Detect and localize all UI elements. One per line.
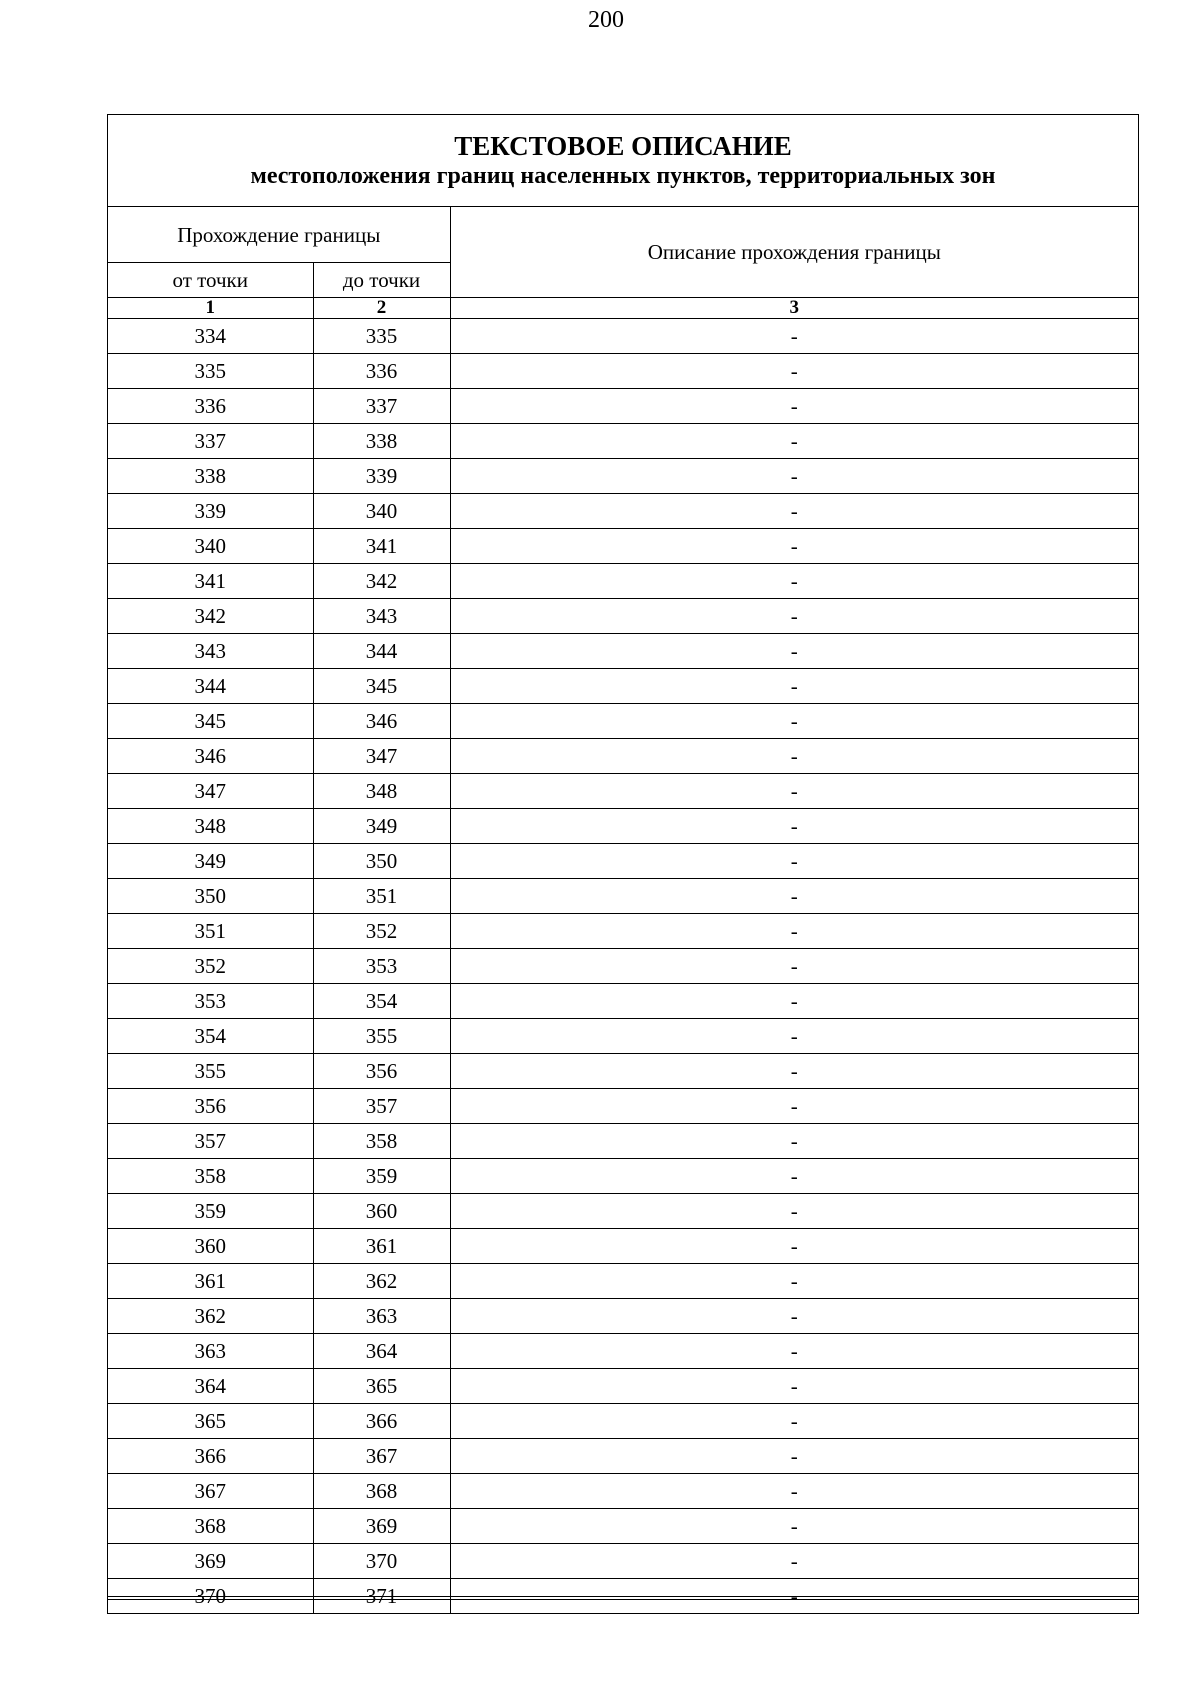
to-point-cell: 352 [313,914,450,949]
description-cell: - [450,1229,1138,1264]
header-to-point: до точки [313,263,450,298]
description-cell: - [450,599,1138,634]
description-cell: - [450,354,1138,389]
table-row [108,1124,1138,1159]
from-point-cell: 354 [108,1019,313,1054]
description-cell: - [450,1439,1138,1474]
table-body [108,319,1138,1614]
description-cell: - [450,1474,1138,1509]
from-point-cell: 353 [108,984,313,1019]
to-point-cell: 335 [313,319,450,354]
description-cell: - [450,704,1138,739]
from-point-cell: 355 [108,1054,313,1089]
from-point-cell: 345 [108,704,313,739]
from-point-cell: 369 [108,1544,313,1579]
from-point-cell: 350 [108,879,313,914]
table-row [108,354,1138,389]
from-point-cell: 368 [108,1509,313,1544]
description-cell: - [450,774,1138,809]
description-cell: - [450,459,1138,494]
from-point-cell: 357 [108,1124,313,1159]
from-point-cell: 363 [108,1334,313,1369]
to-point-cell: 358 [313,1124,450,1159]
table-row [108,1299,1138,1334]
description-cell: - [450,1509,1138,1544]
from-point-cell: 344 [108,669,313,704]
to-point-cell: 347 [313,739,450,774]
description-cell: - [450,1334,1138,1369]
description-cell: - [450,1369,1138,1404]
to-point-cell: 366 [313,1404,450,1439]
from-point-cell: 364 [108,1369,313,1404]
description-cell: - [450,1579,1138,1614]
from-point-cell: 341 [108,564,313,599]
description-cell: - [450,739,1138,774]
page-number: 200 [588,7,624,33]
table-row [108,1544,1138,1579]
from-point-cell: 343 [108,634,313,669]
table-row [108,1509,1138,1544]
column-number-row [108,298,1138,319]
table-row [108,984,1138,1019]
table-row [108,389,1138,424]
to-point-cell: 362 [313,1264,450,1299]
description-cell: - [450,844,1138,879]
table-row [108,669,1138,704]
from-point-cell: 362 [108,1299,313,1334]
description-cell: - [450,914,1138,949]
table-row [108,1334,1138,1369]
header-description: Описание прохождения границы [450,207,1138,298]
description-cell: - [450,1264,1138,1299]
table-row [108,1439,1138,1474]
table-row [108,599,1138,634]
to-point-cell: 340 [313,494,450,529]
to-point-cell: 341 [313,529,450,564]
to-point-cell: 363 [313,1299,450,1334]
table-row [108,424,1138,459]
table-row [108,494,1138,529]
from-point-cell: 346 [108,739,313,774]
description-cell: - [450,494,1138,529]
description-cell: - [450,424,1138,459]
from-point-cell: 336 [108,389,313,424]
table-row [108,739,1138,774]
from-point-cell: 365 [108,1404,313,1439]
column-number: 3 [450,298,1138,319]
to-point-cell: 371 [313,1579,450,1614]
from-point-cell: 356 [108,1089,313,1124]
table-row [108,1229,1138,1264]
to-point-cell: 360 [313,1194,450,1229]
table-row [108,704,1138,739]
to-point-cell: 359 [313,1159,450,1194]
description-cell: - [450,1089,1138,1124]
to-point-cell: 351 [313,879,450,914]
from-point-cell: 351 [108,914,313,949]
from-point-cell: 347 [108,774,313,809]
table-row [108,1054,1138,1089]
description-cell: - [450,634,1138,669]
from-point-cell: 334 [108,319,313,354]
table-row [108,564,1138,599]
table-header-row [108,207,1138,263]
description-cell: - [450,984,1138,1019]
to-point-cell: 336 [313,354,450,389]
from-point-cell: 358 [108,1159,313,1194]
column-number: 1 [108,298,313,319]
table-row [108,1089,1138,1124]
from-point-cell: 338 [108,459,313,494]
table-row [108,1019,1138,1054]
description-cell: - [450,809,1138,844]
to-point-cell: 355 [313,1019,450,1054]
table-row [108,1194,1138,1229]
description-cell: - [450,1404,1138,1439]
document-subtitle: местоположения границ населенных пунктов, территориальных зон [250,163,996,189]
document-frame [107,114,1139,1614]
description-cell: - [450,1544,1138,1579]
to-point-cell: 354 [313,984,450,1019]
to-point-cell: 357 [313,1089,450,1124]
description-cell: - [450,879,1138,914]
description-cell: - [450,529,1138,564]
from-point-cell: 337 [108,424,313,459]
from-point-cell: 335 [108,354,313,389]
to-point-cell: 353 [313,949,450,984]
table-row [108,1264,1138,1299]
to-point-cell: 369 [313,1509,450,1544]
to-point-cell: 350 [313,844,450,879]
table-row [108,319,1138,354]
boundary-table [108,207,1138,1614]
to-point-cell: 337 [313,389,450,424]
description-cell: - [450,1124,1138,1159]
title-block [108,115,1138,207]
table-row [108,1404,1138,1439]
table-row [108,844,1138,879]
description-cell: - [450,669,1138,704]
to-point-cell: 338 [313,424,450,459]
from-point-cell: 359 [108,1194,313,1229]
to-point-cell: 361 [313,1229,450,1264]
description-cell: - [450,1299,1138,1334]
header-from-point: от точки [108,263,313,298]
from-point-cell: 339 [108,494,313,529]
to-point-cell: 346 [313,704,450,739]
to-point-cell: 344 [313,634,450,669]
table-bottom-border [107,1596,1139,1600]
table-row [108,529,1138,564]
table-row [108,1474,1138,1509]
from-point-cell: 366 [108,1439,313,1474]
column-number: 2 [313,298,450,319]
to-point-cell: 343 [313,599,450,634]
table-row [108,1159,1138,1194]
table-row [108,914,1138,949]
from-point-cell: 340 [108,529,313,564]
to-point-cell: 339 [313,459,450,494]
description-cell: - [450,1019,1138,1054]
to-point-cell: 364 [313,1334,450,1369]
from-point-cell: 349 [108,844,313,879]
to-point-cell: 367 [313,1439,450,1474]
document-title: ТЕКСТОВОЕ ОПИСАНИЕ [454,131,792,161]
table-row [108,809,1138,844]
to-point-cell: 365 [313,1369,450,1404]
to-point-cell: 356 [313,1054,450,1089]
table-row [108,949,1138,984]
header-boundary-passage: Прохождение границы [108,207,450,263]
from-point-cell: 370 [108,1579,313,1614]
table-row [108,1369,1138,1404]
to-point-cell: 345 [313,669,450,704]
table-row [108,774,1138,809]
from-point-cell: 361 [108,1264,313,1299]
table-header [108,207,1138,319]
description-cell: - [450,319,1138,354]
description-cell: - [450,1194,1138,1229]
table-row [108,634,1138,669]
description-cell: - [450,1054,1138,1089]
from-point-cell: 342 [108,599,313,634]
table-row [108,459,1138,494]
to-point-cell: 370 [313,1544,450,1579]
table-row [108,879,1138,914]
description-cell: - [450,949,1138,984]
from-point-cell: 352 [108,949,313,984]
to-point-cell: 349 [313,809,450,844]
description-cell: - [450,389,1138,424]
description-cell: - [450,564,1138,599]
from-point-cell: 348 [108,809,313,844]
to-point-cell: 342 [313,564,450,599]
to-point-cell: 368 [313,1474,450,1509]
description-cell: - [450,1159,1138,1194]
from-point-cell: 360 [108,1229,313,1264]
from-point-cell: 367 [108,1474,313,1509]
to-point-cell: 348 [313,774,450,809]
